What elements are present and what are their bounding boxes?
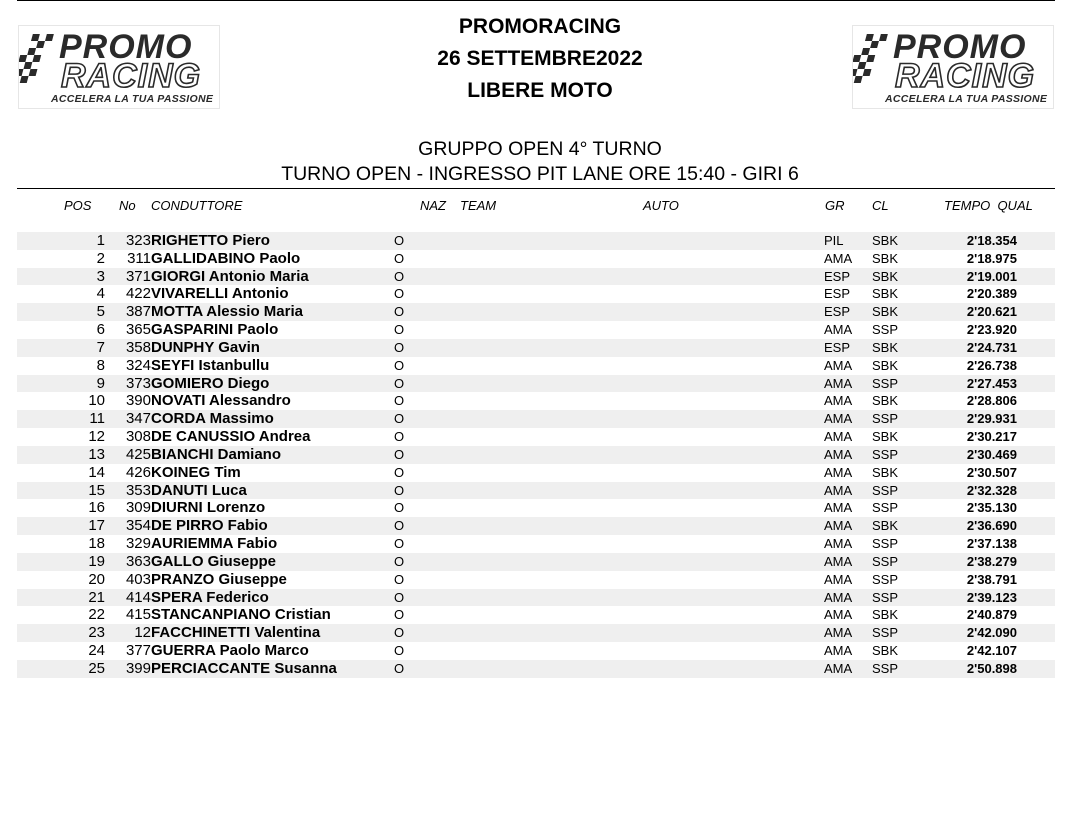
cell-number: 324 xyxy=(125,356,151,374)
cell-time: 2'36.690 xyxy=(966,518,1017,534)
table-row xyxy=(17,624,1055,642)
cell-nationality: O xyxy=(394,339,405,355)
cell-group: AMA xyxy=(824,482,853,498)
cell-driver: VIVARELLI Antonio xyxy=(151,285,289,303)
logo-promo-text: PROMO xyxy=(893,28,1027,66)
cell-position: 7 xyxy=(96,338,105,356)
cell-position: 19 xyxy=(88,552,105,570)
table-row xyxy=(17,321,1055,339)
top-rule xyxy=(17,0,1055,1)
col-header-gr: GR xyxy=(825,198,845,213)
table-row xyxy=(17,392,1055,410)
cell-time: 2'18.975 xyxy=(966,250,1017,266)
cell-nationality: O xyxy=(394,393,405,409)
cell-position: 6 xyxy=(96,321,105,339)
table-row xyxy=(17,285,1055,303)
cell-position: 9 xyxy=(96,374,105,392)
cell-class: SBK xyxy=(872,339,899,355)
cell-number: 347 xyxy=(125,410,151,428)
table-row xyxy=(17,571,1055,589)
cell-position: 18 xyxy=(88,535,105,553)
table-row xyxy=(17,553,1055,571)
cell-class: SSP xyxy=(872,625,899,641)
cell-time: 2'27.453 xyxy=(966,375,1017,391)
cell-time: 2'42.090 xyxy=(966,625,1017,641)
cell-class: SBK xyxy=(872,429,899,445)
cell-number: 377 xyxy=(125,642,151,660)
cell-group: AMA xyxy=(824,500,853,516)
group-title: GRUPPO OPEN 4° TURNO xyxy=(418,138,662,160)
cell-class: SSP xyxy=(872,446,899,462)
cell-driver: RIGHETTO Piero xyxy=(151,232,270,249)
table-row xyxy=(17,250,1055,268)
cell-position: 4 xyxy=(96,285,105,303)
cell-nationality: O xyxy=(394,233,405,248)
cell-nationality: O xyxy=(394,250,405,266)
cell-time: 2'23.920 xyxy=(966,322,1017,338)
cell-driver: PRANZO Giuseppe xyxy=(151,570,287,588)
page-title: PROMORACING xyxy=(458,15,622,38)
col-header-auto: AUTO xyxy=(643,198,679,213)
table-row xyxy=(17,446,1055,464)
cell-position: 3 xyxy=(96,267,105,285)
table-row xyxy=(17,499,1055,517)
table-row xyxy=(17,339,1055,357)
cell-position: 15 xyxy=(88,481,105,499)
cell-group: AMA xyxy=(824,571,853,587)
cell-group: AMA xyxy=(824,411,853,427)
cell-number: 308 xyxy=(125,428,151,446)
table-row xyxy=(17,232,1055,250)
table-row xyxy=(17,642,1055,660)
cell-group: AMA xyxy=(824,518,853,534)
cell-group: AMA xyxy=(824,589,853,605)
cell-group: ESP xyxy=(824,268,851,284)
cell-number: 329 xyxy=(125,535,151,553)
cell-nationality: O xyxy=(394,322,405,338)
cell-group: AMA xyxy=(824,322,853,338)
table-row xyxy=(17,428,1055,446)
cell-number: 387 xyxy=(125,303,151,321)
table-row xyxy=(17,660,1055,678)
cell-group: AMA xyxy=(824,553,853,569)
cell-group: AMA xyxy=(824,464,853,480)
cell-group: AMA xyxy=(824,643,853,659)
cell-class: SBK xyxy=(872,268,899,284)
cell-nationality: O xyxy=(394,482,405,498)
logo-racing-text: RACING xyxy=(61,57,202,95)
cell-number: 12 xyxy=(134,624,151,642)
cell-group: AMA xyxy=(824,375,853,391)
cell-class: SBK xyxy=(872,357,899,373)
cell-driver: GASPARINI Paolo xyxy=(151,321,279,339)
cell-time: 2'24.731 xyxy=(966,339,1017,355)
cell-number: 426 xyxy=(125,463,151,481)
cell-driver: AURIEMMA Fabio xyxy=(151,535,278,553)
cell-driver: GALLIDABINO Paolo xyxy=(151,249,301,267)
cell-position: 10 xyxy=(88,392,105,410)
table-row xyxy=(17,464,1055,482)
cell-time: 2'18.354 xyxy=(966,233,1017,248)
cell-group: AMA xyxy=(824,429,853,445)
cell-nationality: O xyxy=(394,286,405,302)
logo-tagline: ACCELERA LA TUA PASSIONE xyxy=(51,93,214,105)
col-header-pos: POS xyxy=(64,198,92,213)
table-row xyxy=(17,482,1055,500)
cell-class: SSP xyxy=(872,553,899,569)
cell-position: 20 xyxy=(88,570,105,588)
cell-driver: KOINEG Tim xyxy=(151,463,241,481)
cell-time: 2'42.107 xyxy=(966,643,1017,659)
cell-class: SSP xyxy=(872,571,899,587)
cell-number: 399 xyxy=(125,659,151,677)
cell-time: 2'38.791 xyxy=(966,571,1017,587)
table-row xyxy=(17,268,1055,286)
cell-class: SSP xyxy=(872,500,899,516)
cell-position: 16 xyxy=(88,499,105,517)
cell-position: 24 xyxy=(88,642,105,660)
cell-number: 311 xyxy=(127,249,151,267)
col-header-driver: CONDUTTORE xyxy=(151,198,243,213)
cell-nationality: O xyxy=(394,571,405,587)
cell-class: SBK xyxy=(872,607,899,623)
table-row xyxy=(17,589,1055,607)
cell-time: 2'38.279 xyxy=(966,553,1017,569)
cell-driver: CORDA Massimo xyxy=(151,410,274,428)
cell-group: AMA xyxy=(824,607,853,623)
cell-time: 2'26.738 xyxy=(966,357,1017,373)
cell-time: 2'28.806 xyxy=(966,393,1017,409)
cell-class: SSP xyxy=(872,322,899,338)
cell-class: SBK xyxy=(872,518,899,534)
cell-number: 414 xyxy=(125,588,151,606)
cell-number: 403 xyxy=(125,570,151,588)
cell-driver: DE CANUSSIO Andrea xyxy=(151,428,311,446)
cell-nationality: O xyxy=(394,589,405,605)
cell-nationality: O xyxy=(394,625,405,641)
cell-driver: DANUTI Luca xyxy=(151,481,247,499)
turn-info: TURNO OPEN - INGRESSO PIT LANE ORE 15:40 - GIRI 6 xyxy=(281,163,799,185)
cell-position: 22 xyxy=(88,606,105,624)
cell-nationality: O xyxy=(394,357,405,373)
cell-group: PIL xyxy=(824,233,844,248)
cell-group: AMA xyxy=(824,393,853,409)
col-header-time: TEMPO QUAL xyxy=(944,198,1033,213)
cell-time: 2'29.931 xyxy=(966,411,1017,427)
cell-class: SBK xyxy=(872,393,899,409)
table-row xyxy=(17,606,1055,624)
cell-position: 8 xyxy=(96,356,105,374)
cell-number: 425 xyxy=(125,445,151,463)
cell-driver: FACCHINETTI Valentina xyxy=(151,624,321,642)
cell-nationality: O xyxy=(394,660,405,676)
cell-number: 390 xyxy=(125,392,151,410)
cell-class: SBK xyxy=(872,233,899,248)
cell-number: 422 xyxy=(125,285,151,303)
cell-class: SSP xyxy=(872,536,899,552)
cell-driver: STANCANPIANO Cristian xyxy=(151,606,331,624)
table-row xyxy=(17,410,1055,428)
col-header-naz: NAZ xyxy=(420,198,446,213)
cell-driver: DE PIRRO Fabio xyxy=(151,517,268,535)
cell-position: 23 xyxy=(88,624,105,642)
cell-driver: GALLO Giuseppe xyxy=(151,552,277,570)
cell-class: SSP xyxy=(872,660,899,676)
cell-driver: PERCIACCANTE Susanna xyxy=(151,659,337,677)
cell-number: 373 xyxy=(125,374,151,392)
cell-group: AMA xyxy=(824,446,853,462)
cell-group: AMA xyxy=(824,536,853,552)
col-header-cl: CL xyxy=(872,198,889,213)
cell-nationality: O xyxy=(394,375,405,391)
session-name: LIBERE MOTO xyxy=(467,79,613,102)
cell-group: ESP xyxy=(824,286,851,302)
header-rule xyxy=(17,188,1055,189)
cell-class: SSP xyxy=(872,482,899,498)
cell-class: SBK xyxy=(872,464,899,480)
cell-driver: DUNPHY Gavin xyxy=(151,338,260,356)
cell-time: 2'30.507 xyxy=(966,464,1017,480)
cell-number: 309 xyxy=(125,499,151,517)
cell-class: SSP xyxy=(872,375,899,391)
cell-time: 2'30.217 xyxy=(966,429,1017,445)
table-row xyxy=(17,535,1055,553)
cell-nationality: O xyxy=(394,518,405,534)
cell-position: 17 xyxy=(88,517,105,535)
cell-group: AMA xyxy=(824,660,853,676)
cell-time: 2'19.001 xyxy=(966,268,1017,284)
cell-position: 12 xyxy=(88,428,105,446)
cell-class: SBK xyxy=(872,304,899,320)
cell-class: SSP xyxy=(872,411,899,427)
cell-time: 2'39.123 xyxy=(966,589,1017,605)
cell-number: 358 xyxy=(125,338,151,356)
col-header-no: No xyxy=(119,198,136,213)
cell-time: 2'50.898 xyxy=(966,660,1017,676)
cell-group: ESP xyxy=(824,339,851,355)
results-table xyxy=(17,232,1055,678)
cell-driver: NOVATI Alessandro xyxy=(151,392,291,410)
cell-time: 2'40.879 xyxy=(966,607,1017,623)
cell-number: 363 xyxy=(125,552,151,570)
cell-number: 323 xyxy=(125,232,151,249)
table-row xyxy=(17,303,1055,321)
cell-position: 21 xyxy=(88,588,105,606)
cell-nationality: O xyxy=(394,607,405,623)
cell-class: SBK xyxy=(872,250,899,266)
event-date: 26 SETTEMBRE2022 xyxy=(437,47,643,70)
cell-class: SSP xyxy=(872,589,899,605)
cell-position: 13 xyxy=(88,445,105,463)
cell-nationality: O xyxy=(394,500,405,516)
cell-nationality: O xyxy=(394,446,405,462)
cell-nationality: O xyxy=(394,464,405,480)
cell-nationality: O xyxy=(394,553,405,569)
cell-class: SBK xyxy=(872,286,899,302)
cell-driver: MOTTA Alessio Maria xyxy=(151,303,303,321)
table-row xyxy=(17,517,1055,535)
cell-group: AMA xyxy=(824,625,853,641)
cell-nationality: O xyxy=(394,304,405,320)
cell-position: 5 xyxy=(96,303,105,321)
cell-position: 11 xyxy=(89,410,105,428)
cell-driver: DIURNI Lorenzo xyxy=(151,499,266,517)
cell-class: SBK xyxy=(872,643,899,659)
cell-position: 2 xyxy=(96,249,105,267)
logo-racing-text: RACING xyxy=(895,57,1036,95)
cell-group: ESP xyxy=(824,304,851,320)
cell-time: 2'30.469 xyxy=(966,446,1017,462)
table-row xyxy=(17,375,1055,393)
logo-promo-text: PROMO xyxy=(59,28,193,66)
cell-time: 2'37.138 xyxy=(966,536,1017,552)
cell-number: 365 xyxy=(125,321,151,339)
logo-tagline: ACCELERA LA TUA PASSIONE xyxy=(885,93,1048,105)
cell-driver: GIORGI Antonio Maria xyxy=(151,267,309,285)
cell-nationality: O xyxy=(394,411,405,427)
cell-driver: SPERA Federico xyxy=(151,588,269,606)
cell-driver: GOMIERO Diego xyxy=(151,374,270,392)
cell-driver: BIANCHI Damiano xyxy=(151,445,282,463)
cell-driver: GUERRA Paolo Marco xyxy=(151,642,309,660)
cell-time: 2'20.389 xyxy=(966,286,1017,302)
cell-nationality: O xyxy=(394,268,405,284)
cell-group: AMA xyxy=(824,250,853,266)
cell-time: 2'35.130 xyxy=(966,500,1017,516)
col-header-team: TEAM xyxy=(460,198,497,213)
cell-number: 415 xyxy=(125,606,151,624)
cell-position: 14 xyxy=(88,463,105,481)
cell-number: 353 xyxy=(125,481,151,499)
cell-nationality: O xyxy=(394,643,405,659)
cell-position: 1 xyxy=(96,232,105,249)
cell-number: 371 xyxy=(125,267,151,285)
cell-position: 25 xyxy=(88,659,105,677)
cell-nationality: O xyxy=(394,536,405,552)
cell-number: 354 xyxy=(125,517,151,535)
cell-nationality: O xyxy=(394,429,405,445)
cell-driver: SEYFI Istanbullu xyxy=(151,356,270,374)
cell-group: AMA xyxy=(824,357,853,373)
cell-time: 2'32.328 xyxy=(966,482,1017,498)
cell-time: 2'20.621 xyxy=(966,304,1017,320)
table-row xyxy=(17,357,1055,375)
